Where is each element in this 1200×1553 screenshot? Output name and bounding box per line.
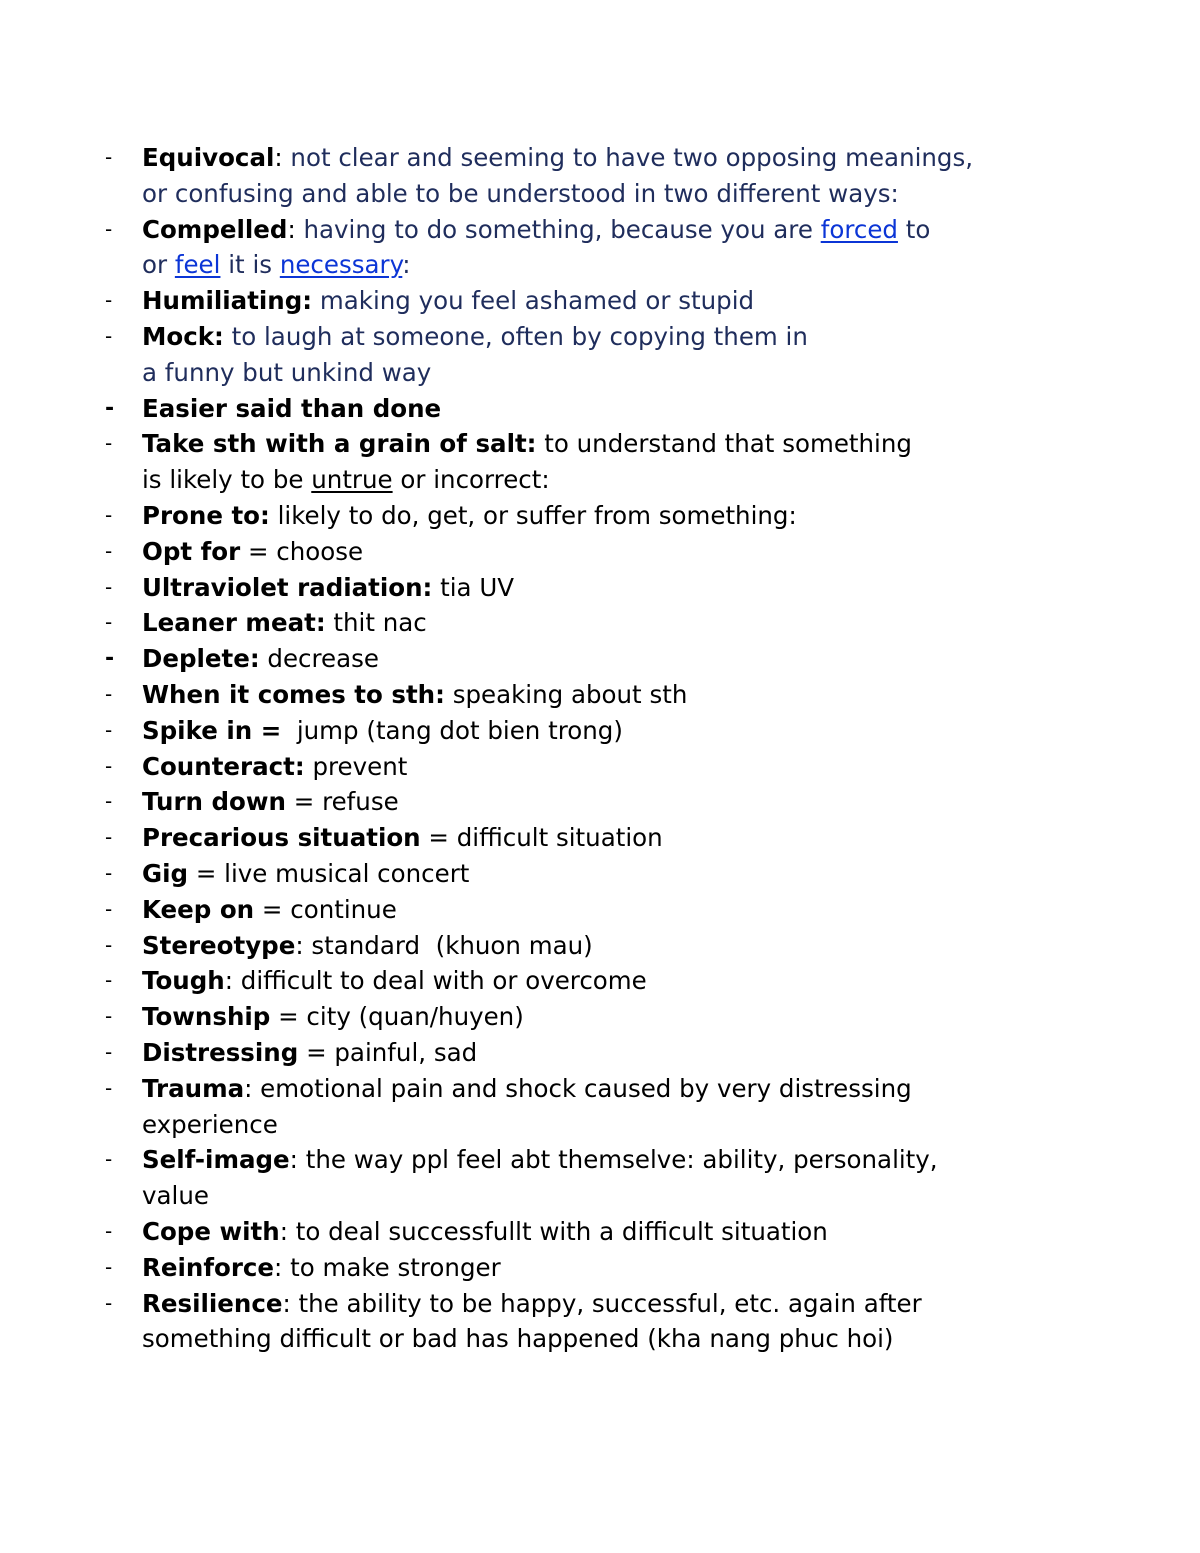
list-item [105, 605, 1105, 641]
entry-definition: or incorrect: [392, 465, 550, 495]
entry-definition: to [897, 214, 931, 244]
entry-term: Precarious situation [142, 823, 421, 853]
list-dash: - [105, 145, 113, 169]
list-dash: - [105, 1039, 113, 1064]
entry-definition: jump (tang dot bien trong) [281, 715, 623, 745]
entry-definition: : emotional pain and shock caused by very distressing [244, 1073, 912, 1103]
entry-line [142, 534, 1105, 570]
entry-term: Mock: [142, 321, 224, 351]
list-item [105, 641, 1105, 677]
list-dash: - [105, 1290, 113, 1315]
list-dash: - [105, 932, 113, 957]
list-dash: - [105, 825, 113, 850]
list-dash: - [105, 860, 113, 885]
entry-definition: tia UV [432, 572, 515, 602]
entry-term: Humiliating: [142, 286, 313, 316]
entry-definition: is likely to be [142, 465, 312, 495]
list-item [105, 856, 1105, 892]
entry-term: Ultraviolet radiation: [142, 572, 433, 602]
entry-term: Cope with [142, 1216, 280, 1246]
list-dash: - [105, 646, 115, 672]
entry-definition-continued: experience [142, 1109, 278, 1139]
entry-definition: = difficult situation [420, 823, 663, 853]
list-item [105, 1214, 1105, 1250]
list-dash: - [105, 1004, 113, 1029]
entry-definition: speaking about sth [444, 679, 688, 709]
list-dash: - [105, 431, 113, 456]
list-item [105, 283, 1105, 319]
entry-line [142, 641, 1105, 677]
list-item [105, 1142, 1105, 1214]
entry-definition-continued: something difficult or bad has happened (kha nang phuc hoi) [142, 1324, 894, 1354]
list-item [105, 212, 1105, 284]
list-item [105, 713, 1105, 749]
list-item [105, 140, 1105, 212]
entry-line [142, 999, 1105, 1035]
entry-definition: : to make stronger [274, 1252, 501, 1282]
entry-term: Resilience [142, 1288, 283, 1318]
entry-line [142, 1142, 1105, 1178]
entry-definition-continued: or confusing and able to be understood in two different ways: [142, 178, 899, 208]
entry-line [142, 1286, 1105, 1322]
entry-line [142, 319, 1105, 355]
entry-term: Leaner meat: [142, 608, 326, 638]
entry-definition: : [402, 250, 411, 280]
entry-definition: not clear and seeming to have two opposing meanings, [290, 143, 974, 172]
entry-term: Spike in = [142, 715, 282, 745]
entry-line [142, 928, 1105, 964]
entry-definition: = painful, sad [298, 1037, 478, 1067]
vocabulary-list [105, 140, 1105, 1357]
entry-definition: = refuse [285, 787, 399, 817]
entry-line [142, 212, 1105, 248]
entry-term: Compelled [142, 214, 288, 244]
list-dash: - [105, 610, 113, 635]
entry-line [142, 1035, 1105, 1071]
entry-line [142, 820, 1105, 856]
underlined-word: untrue [311, 465, 393, 495]
entry-line [142, 1214, 1105, 1250]
entry-term: Trauma [142, 1073, 245, 1103]
list-item [105, 391, 1105, 427]
entry-term: Prone to: [142, 500, 270, 530]
entry-definition: to laugh at someone, often by copying them in [223, 321, 808, 351]
list-dash: - [105, 1075, 113, 1100]
entry-line [142, 856, 1105, 892]
link-necessary[interactable]: necessary [279, 250, 403, 280]
entry-line [142, 498, 1105, 534]
entry-term: Township [142, 1002, 271, 1032]
list-item [105, 1035, 1105, 1071]
entry-line [142, 391, 1105, 427]
list-dash: - [105, 1147, 113, 1172]
entry-line [142, 605, 1105, 641]
entry-definition-continued [142, 462, 1105, 498]
entry-line [142, 140, 1105, 176]
list-dash: - [105, 789, 113, 814]
list-item [105, 963, 1105, 999]
list-dash: - [105, 288, 113, 313]
list-item [105, 498, 1105, 534]
list-dash: - [105, 1218, 113, 1243]
list-dash: - [105, 968, 113, 993]
entry-term: Take sth with a grain of salt: [142, 429, 537, 459]
list-item [105, 319, 1105, 391]
entry-separator: : [274, 143, 291, 172]
list-dash: - [105, 395, 115, 421]
entry-definition: prevent [304, 751, 408, 781]
list-dash: - [105, 753, 113, 778]
entry-term: When it comes to sth: [142, 679, 445, 709]
list-item [105, 749, 1105, 785]
entry-definition: = choose [240, 536, 364, 566]
entry-definition: having to do something, because you are [303, 214, 821, 244]
entry-line [142, 677, 1105, 713]
list-item [105, 892, 1105, 928]
entry-definition: = live musical concert [188, 858, 470, 888]
entry-definition: likely to do, get, or suffer from something: [269, 500, 797, 530]
list-dash: - [105, 323, 113, 348]
entry-definition: : the way ppl feel abt themselve: ability, personality, [289, 1145, 938, 1175]
entry-line [142, 713, 1105, 749]
entry-line [142, 749, 1105, 785]
entry-term: Distressing [142, 1037, 299, 1067]
entry-definition: decrease [259, 644, 379, 674]
entry-term: Equivocal [142, 143, 275, 172]
entry-term: Keep on [142, 894, 255, 924]
entry-definition-continued: a funny but unkind way [142, 357, 432, 387]
entry-definition-continued: value [142, 1181, 209, 1211]
list-item [105, 1286, 1105, 1358]
list-dash: - [105, 574, 113, 599]
entry-definition: it is [220, 250, 280, 280]
entry-definition: to understand that something [536, 429, 912, 459]
list-item [105, 1250, 1105, 1286]
list-item [105, 784, 1105, 820]
entry-term: Gig [142, 858, 189, 888]
entry-line [142, 1071, 1105, 1107]
list-dash: - [105, 538, 113, 563]
entry-term: Tough [142, 966, 225, 996]
entry-line [142, 963, 1105, 999]
entry-definition: : difficult to deal with or overcome [224, 966, 647, 996]
entry-definition: : the ability to be happy, successful, etc. again after [282, 1288, 922, 1318]
list-dash: - [105, 1254, 113, 1279]
entry-definition: thit nac [325, 608, 427, 638]
entry-term: Opt for [142, 536, 241, 566]
list-item [105, 426, 1105, 498]
entry-separator: : [287, 214, 304, 244]
link-forced[interactable]: forced [820, 214, 898, 244]
entry-definition: making you feel ashamed or stupid [312, 286, 755, 316]
list-item [105, 999, 1105, 1035]
list-dash: - [105, 502, 113, 527]
list-dash: - [105, 681, 113, 706]
list-item [105, 928, 1105, 964]
list-dash: - [105, 896, 113, 921]
entry-line [142, 1250, 1105, 1286]
list-dash: - [105, 717, 113, 742]
list-item [105, 534, 1105, 570]
list-dash: - [105, 216, 113, 241]
list-item [105, 820, 1105, 856]
entry-definition-continued [142, 247, 1105, 283]
entry-definition: : standard (khuon mau) [295, 930, 593, 960]
entry-line [142, 570, 1105, 606]
entry-line [142, 283, 1105, 319]
entry-term: Stereotype [142, 930, 296, 960]
entry-term: Easier said than done [142, 393, 442, 423]
entry-definition: or [142, 250, 175, 280]
entry-definition: = continue [254, 894, 397, 924]
entry-term: Self-image [142, 1145, 290, 1175]
entry-definition: = city (quan/huyen) [270, 1002, 524, 1032]
list-item [105, 1071, 1105, 1143]
link-feel[interactable]: feel [174, 250, 221, 280]
list-item [105, 570, 1105, 606]
entry-term: Counteract: [142, 751, 305, 781]
entry-line [142, 892, 1105, 928]
entry-term: Reinforce [142, 1252, 275, 1282]
entry-line [142, 426, 1105, 462]
entry-line [142, 784, 1105, 820]
entry-term: Turn down [142, 787, 286, 817]
entry-definition: : to deal successfullt with a difficult situation [279, 1216, 828, 1246]
entry-term: Deplete: [142, 644, 260, 674]
list-item [105, 677, 1105, 713]
